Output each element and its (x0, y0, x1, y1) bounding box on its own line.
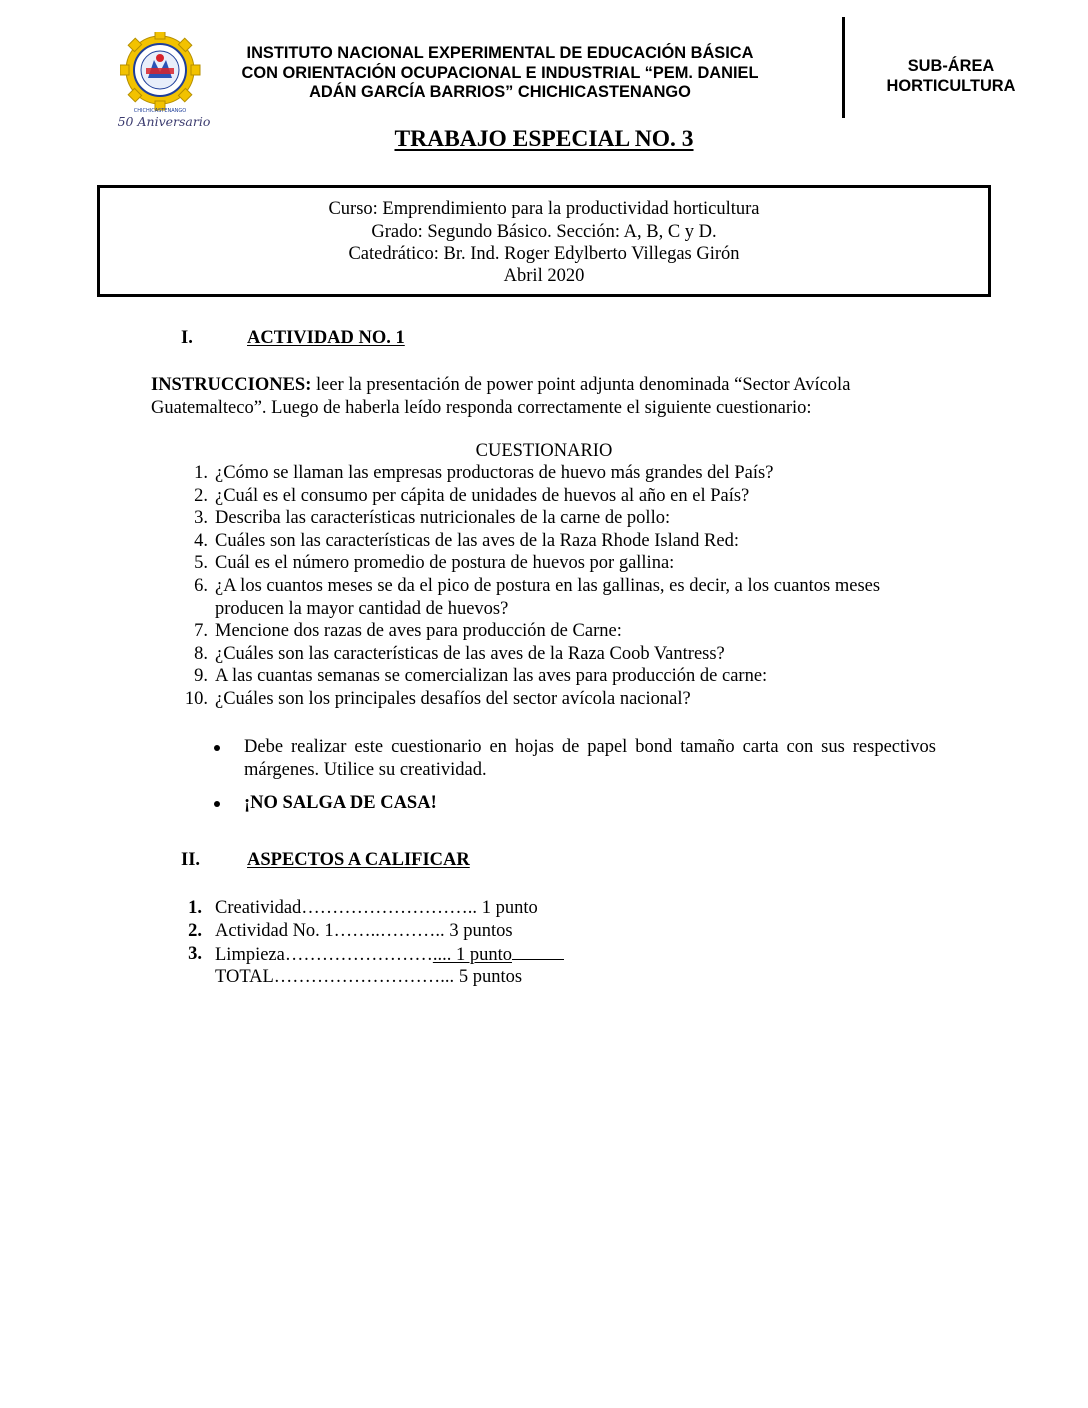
note-text: Debe realizar este cuestionario en hojas de papel bond tamaño carta con sus respectivos márgenes. Utilice su creatividad. (244, 737, 936, 780)
question-text: Cuál es el número promedio de postura de huevos por gallina: (215, 553, 675, 574)
quiz-title: CUESTIONARIO (475, 441, 613, 461)
course-line: Curso: Emprendimiento para la productividad horticultura (328, 199, 760, 219)
grading-label: Creatividad……………………….. (215, 898, 478, 918)
grade-line: Grado: Segundo Básico. Sección: A, B, C y D. (371, 222, 717, 242)
question-text: A las cuantas semanas se comercializan las aves para producción de carne: (215, 666, 768, 687)
question-text: ¿Cuáles son las características de las aves de la Raza Coob Vantress? (215, 643, 725, 664)
date-line: Abril 2020 (503, 266, 585, 286)
question-item (180, 552, 940, 575)
question-text: ¿Cuál es el consumo per cápita de unidades de huevos al año en el País? (215, 485, 750, 506)
teacher-line: Catedrático: Br. Ind. Roger Edylberto Villegas Girón (348, 244, 740, 264)
question-text: Cuáles son las características de las aves de la Raza Rhode Island Red: (215, 530, 739, 551)
grading-label: Limpieza…………………… (215, 944, 433, 965)
bullet-icon (214, 801, 220, 807)
section-number: II. (181, 850, 201, 870)
note-item (212, 736, 936, 782)
question-number: 6. (194, 575, 208, 596)
grading-list (180, 897, 780, 989)
question-text: Mencione dos razas de aves para producción de Carne: (215, 621, 622, 642)
grading-label: Actividad No. 1……..……….. (215, 920, 445, 941)
logo-ring-text: CHICHICASTENANGO (133, 108, 187, 114)
grading-item (180, 943, 780, 967)
bullet-icon (214, 745, 220, 751)
grading-number: 1. (188, 898, 202, 918)
question-number: 5. (194, 553, 208, 574)
section-number: I. (181, 328, 193, 348)
notes-list (212, 736, 936, 814)
grading-number: 2. (188, 920, 202, 941)
grading-item (180, 920, 780, 943)
question-number: 8. (194, 643, 208, 664)
section-title: ACTIVIDAD NO. 1 (247, 328, 405, 348)
total-value: 5 puntos (454, 967, 523, 988)
question-number: 3. (194, 508, 208, 529)
question-item (180, 620, 940, 643)
section-title: ASPECTOS A CALIFICAR (247, 850, 470, 870)
question-number: 10. (184, 688, 208, 709)
question-item (180, 575, 903, 620)
question-number: 4. (194, 530, 208, 551)
institution-line: ADÁN GARCÍA BARRIOS” CHICHICASTENANGO (309, 83, 691, 102)
note-item (212, 792, 936, 815)
header-divider (842, 17, 845, 118)
underline-rule (512, 943, 564, 960)
grading-total (180, 966, 780, 989)
question-number: 2. (194, 485, 208, 506)
grading-number: 3. (188, 943, 202, 964)
sub-area-line: HORTICULTURA (886, 76, 1016, 95)
question-item (180, 507, 940, 530)
instructions-text: leer la presentación de power point adjunta denominada “Sector Avícola Guatemalteco”. Luego de haberla leído responda correctamente el siguiente cuestionario: (151, 375, 851, 418)
institution-line: INSTITUTO NACIONAL EXPERIMENTAL DE EDUCACIÓN BÁSICA (246, 44, 754, 62)
question-item (180, 530, 940, 553)
institution-name (200, 44, 800, 103)
sub-area-line: SUB-ÁREA (907, 57, 995, 75)
question-item (180, 485, 940, 508)
question-number: 1. (194, 463, 208, 483)
question-item (180, 665, 940, 688)
question-text: ¿Cuáles son los principales desafíos del sector avícola nacional? (215, 688, 691, 709)
grading-value: .... 1 punto (432, 944, 512, 965)
question-text: ¿A los cuantos meses se da el pico de postura en las gallinas, es decir, a los cuantos meses producen la mayor cantidad de huevos? (215, 575, 881, 619)
course-info-box (97, 185, 991, 297)
note-text: ¡NO SALGA DE CASA! (244, 792, 437, 813)
question-list (180, 462, 940, 711)
document-title: TRABAJO ESPECIAL NO. 3 (394, 126, 694, 152)
instructions-label: INSTRUCCIONES: (151, 375, 312, 395)
question-number: 7. (194, 621, 208, 642)
logo-caption: 50 Aniversario (117, 114, 211, 129)
question-item (180, 688, 940, 711)
question-item (180, 643, 940, 666)
total-label: TOTAL………………………... (215, 967, 455, 988)
grading-value: 3 puntos (444, 920, 513, 941)
institution-line: CON ORIENTACIÓN OCUPACIONAL E INDUSTRIAL “PEM. DANIEL (241, 63, 759, 82)
grading-item (180, 897, 780, 920)
grading-value: 1 punto (477, 898, 538, 918)
sub-area (862, 57, 1040, 96)
question-number: 9. (194, 666, 208, 687)
question-text: Describa las características nutricionales de la carne de pollo: (215, 508, 671, 529)
question-item (180, 462, 940, 485)
question-text: ¿Cómo se llaman las empresas productoras de huevo más grandes del País? (215, 463, 774, 483)
instructions (151, 374, 951, 420)
